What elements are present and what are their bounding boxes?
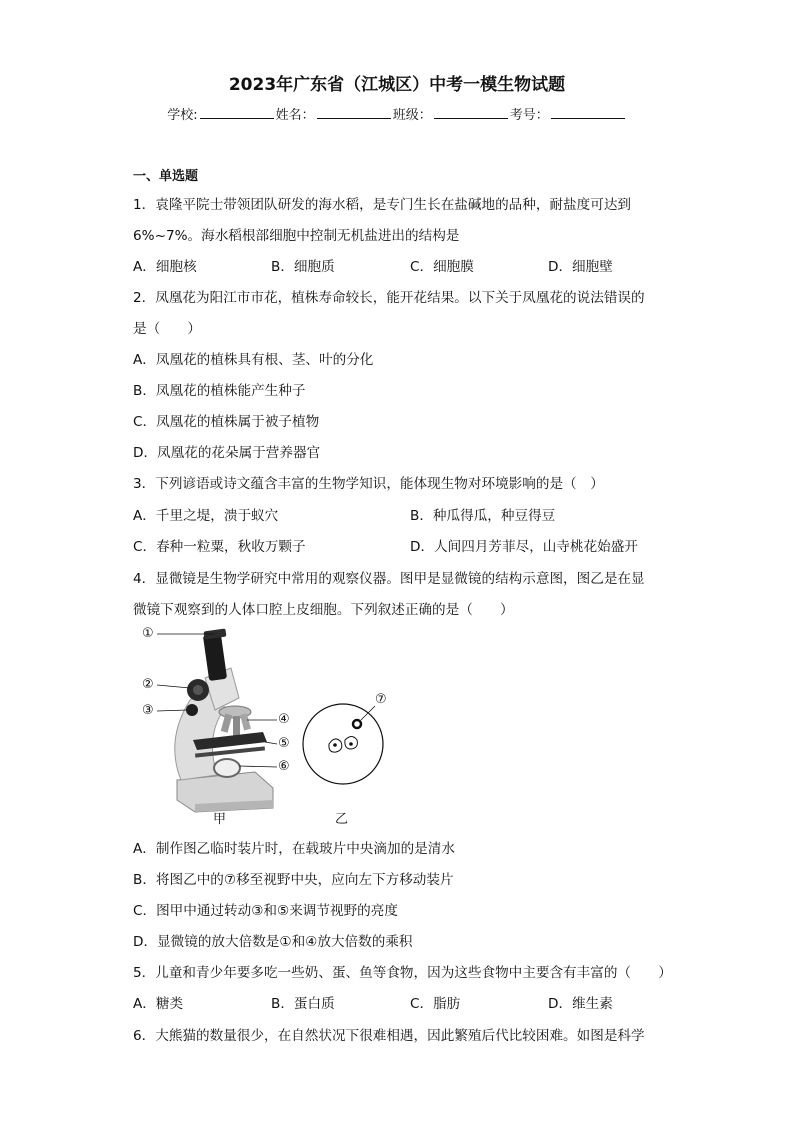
school-blank	[200, 106, 274, 119]
q2-option-c: C．凤凰花的植株属于被子植物	[133, 414, 320, 430]
q2-option-d: D．凤凰花的花朵属于营养器官	[133, 445, 321, 461]
id-label: 考号：	[509, 108, 549, 123]
q1-option-b: B．细胞质	[271, 259, 335, 275]
q5-option-d: D．维生素	[548, 996, 613, 1012]
q1-stem-line2: 6%~7%。海水稻根部细胞中控制无机盐进出的结构是	[133, 228, 460, 244]
section-title: 一、单选题	[133, 169, 199, 184]
q4-option-c: C．图甲中通过转动③和⑤来调节视野的亮度	[133, 903, 398, 919]
q3-stem: 3．下列谚语或诗文蕴含丰富的生物学知识，能体现生物对环境影响的是（ ）	[133, 476, 604, 492]
q4-option-a: A．制作图乙临时装片时，在载玻片中央滴加的是清水	[133, 841, 455, 857]
school-label: 学校:	[167, 108, 198, 123]
q1-option-d: D．细胞壁	[548, 259, 613, 275]
q4-option-d: D．显微镜的放大倍数是①和④放大倍数的乘积	[133, 934, 413, 950]
class-blank	[434, 106, 508, 119]
microscope-figure	[135, 620, 415, 825]
label-7: ⑦	[375, 692, 387, 707]
q3-option-b: B．种瓜得瓜，种豆得豆	[410, 508, 556, 524]
student-info-line	[0, 104, 794, 123]
caption-jia: 甲	[213, 812, 227, 827]
q5-option-a: A．糖类	[133, 996, 184, 1012]
q1-stem-line1: 1．袁隆平院士带领团队研发的海水稻，是专门生长在盐碱地的品种，耐盐度可达到	[133, 197, 632, 213]
q1-option-c: C．细胞膜	[410, 259, 474, 275]
q4-option-b: B．将图乙中的⑦移至视野中央，应向左下方移动装片	[133, 872, 454, 888]
q5-option-b: B．蛋白质	[271, 996, 335, 1012]
q1-option-a: A．细胞核	[133, 259, 197, 275]
name-blank	[317, 106, 391, 119]
q5-stem: 5．儿童和青少年要多吃一些奶、蛋、鱼等食物，因为这些食物中主要含有丰富的（ ）	[133, 965, 672, 981]
page-title: 2023年广东省（江城区）中考一模生物试题	[228, 75, 566, 95]
q2-option-b: B．凤凰花的植株能产生种子	[133, 383, 306, 399]
objective-lens	[221, 714, 232, 733]
q3-option-c: C．春种一粒粟，秋收万颗子	[133, 539, 306, 555]
q4-stem-line1: 4．显微镜是生物学研究中常用的观察仪器。图甲是显微镜的结构示意图，图乙是在显	[133, 571, 645, 587]
name-label: 姓名：	[275, 108, 315, 123]
eyepiece	[203, 633, 227, 681]
label-5: ⑤	[278, 736, 290, 751]
class-label: 班级：	[392, 108, 432, 123]
q3-option-a: A．千里之堤，溃于蚁穴	[133, 508, 279, 524]
q6-stem: 6．大熊猫的数量很少，在自然状况下很难相遇，因此繁殖后代比较困难。如图是科学	[133, 1028, 645, 1044]
q3-option-d: D．人间四月芳菲尽，山寺桃花始盛开	[410, 539, 638, 555]
q2-stem-line1: 2．凤凰花为阳江市市花，植株寿命较长，能开花结果。以下关于凤凰花的说法错误的	[133, 290, 645, 306]
q2-stem-line2: 是（ ）	[133, 321, 201, 337]
label-4: ④	[278, 712, 290, 727]
caption-yi: 乙	[335, 812, 349, 827]
label-6: ⑥	[278, 759, 290, 774]
id-blank	[551, 106, 625, 119]
fine-focus-knob	[186, 704, 198, 716]
label-1: ①	[142, 626, 154, 641]
q4-stem-line2: 微镜下观察到的人体口腔上皮细胞。下列叙述正确的是（ ）	[133, 602, 514, 618]
q5-option-c: C．脂肪	[410, 996, 461, 1012]
q2-option-a: A．凤凰花的植株具有根、茎、叶的分化	[133, 352, 374, 368]
label-2: ②	[142, 677, 154, 692]
reflector-mirror	[214, 759, 240, 777]
label-3: ③	[142, 703, 154, 718]
field-of-view	[303, 704, 383, 784]
